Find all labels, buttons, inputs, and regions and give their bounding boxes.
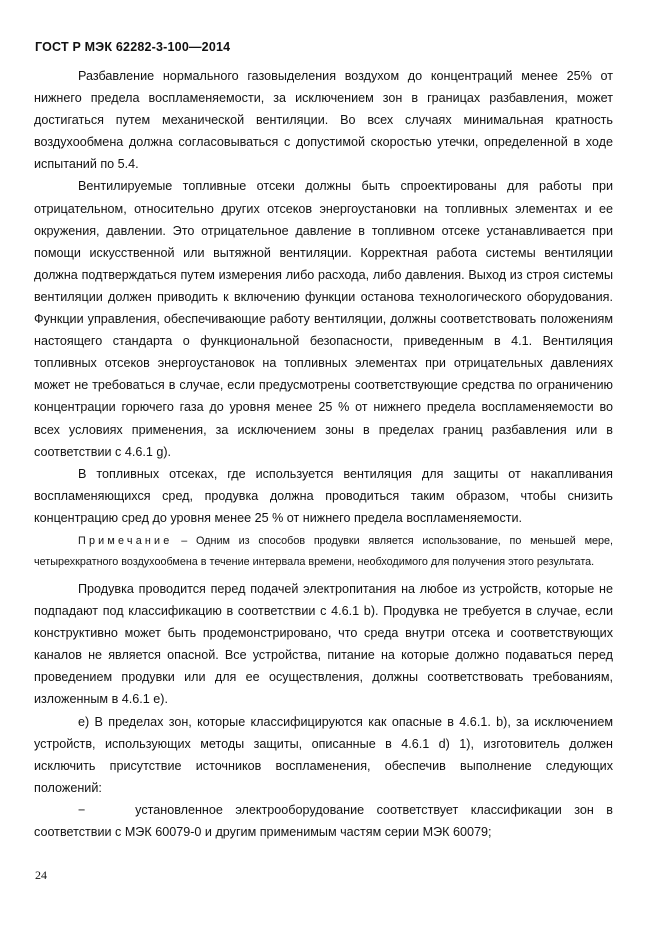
paragraph-purge-requirement: В топливных отсеках, где используется вентиляция для защиты от накапливания воспламеняющихся сред, продувка должна проводиться таким образом, чтобы снизить концентрацию сред до уровня менее 25 % от нижнего предела воспламеняемости. <box>34 466 613 525</box>
paragraph-purge-procedure: Продувка проводится перед подачей электропитания на любое из устройств, которые не подпадают под классификацию в соответствии с 4.6.1 b). Продувка не требуется в случае, если конструктивно может быть продемонстрировано, что среда внутри отсека и соответствующих каналов не является опасной. Все устройства, питание на которые должно подаваться перед проведением продувки или для ее осуществления, должны соответствовать требованиям, изложенным в 4.6.1 e). <box>34 581 613 707</box>
note-text: – Одним из способов продувки является использование, по меньшей мере, четырехкратного воздухообмена в течение интервала времени, необходимого для получения этого результата. <box>34 534 614 569</box>
list-item-text: установленное электрооборудование соответствует классификации зон в соответствии с МЭК 60079-0 и другим применимым частям серии МЭК 60079; <box>34 802 613 839</box>
document-header: ГОСТ Р МЭК 62282-3-100—2014 <box>35 40 231 54</box>
paragraph-ventilated-compartments: Вентилируемые топливные отсеки должны быть спроектированы для работы при отрицательном, относительно других отсеков энергоустановки на топливных элементах и ее окружения, давлении. Это отрицательное давление в топливном отсеке устанавливается при помощи искусственной или вытяжной вентиляции. Корректная работа системы вентиляции должна подтверждаться путем измерения либо расхода, либо давления. Выход из строя системы вентиляции должен приводить к включению функции останова технологического оборудования. Функции управления, обеспечивающие работу вентиляции, должны соответствовать положениям настоящего стандарта о функциональной безопасности, приведенным в 4.1. Вентиляция топливных отсеков энергоустановок на топливных элементах при отрицательных давлениях может не требоваться в случае, если предусмотрены соответствующие средства по ограничению концентрации горючего газа до уровня менее 25 % от нижнего предела воспламеняемости во всех условиях применения, за исключением зоны в пределах границ разбавления или в соответствии с 4.6.1 g). <box>34 179 613 459</box>
note-block <box>34 531 613 574</box>
list-item-marker: − <box>78 802 86 817</box>
paragraph-dilution: Разбавление нормального газовыделения воздухом до концентраций менее 25% от нижнего предела воспламеняемости, за исключением зон в границах разбавления, может достигаться путем механической вентиляции. Во всех случаях минимальная кратность воздухообмена должна согласовываться с допустимой скоростью утечки, определенной в ходе испытаний по 5.4. <box>34 69 613 172</box>
note-label: Примечание <box>78 534 173 547</box>
list-item <box>34 799 613 843</box>
document-body <box>34 65 613 843</box>
page-number: 24 <box>35 868 47 882</box>
paragraph-item-e: e) В пределах зон, которые классифицируются как опасные в 4.6.1. b), за исключением устройств, использующих методы защиты, описанные в 4.6.1 d) 1), изготовитель должен исключить присутствие источников воспламенения, обеспечив выполнение следующих положений: <box>34 714 613 795</box>
